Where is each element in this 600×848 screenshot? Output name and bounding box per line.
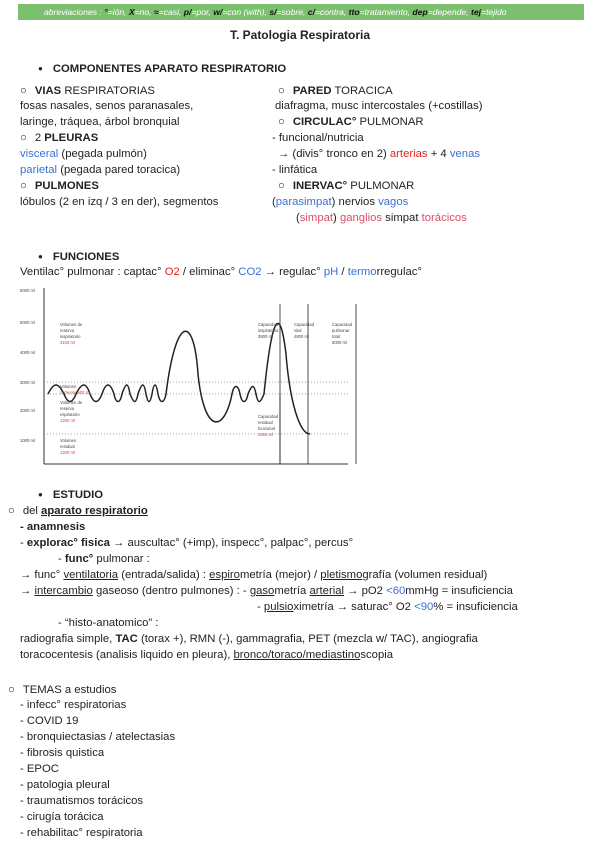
graph-label: 6000 ml: [332, 340, 347, 345]
abbr-key: p/: [183, 7, 192, 17]
tor-a: toracocentesis (analisis liquido en pleura),: [20, 649, 234, 661]
radiografia-line: [20, 632, 478, 646]
inervac-rest: PULMONAR: [347, 180, 415, 192]
abbr-key: s/: [269, 7, 277, 17]
abbr-key: tto: [348, 7, 360, 17]
graph-label: Capacidad: [258, 322, 279, 327]
list-item: - rehabilitac° respiratoria: [20, 827, 143, 839]
parietal-desc: (pegada pared toracica): [57, 164, 181, 176]
fn-ph: pH: [323, 266, 339, 278]
page-title: T. Patologia Respiratoria: [229, 28, 371, 42]
graph-label: Capacidad: [294, 322, 315, 327]
banner-prefix: abreviaciones :: [44, 7, 105, 17]
exploracion-line: [20, 536, 353, 550]
histo-line: - “histo-anatomico” :: [58, 617, 159, 629]
dash: -: [20, 537, 27, 549]
intercambio-line: [20, 584, 513, 598]
list-item: - cirugía torácica: [20, 811, 104, 823]
pared-rest: TORACICA: [331, 85, 393, 97]
tor-b: bronco/toraco/mediastino: [233, 649, 361, 661]
visceral-line: [20, 147, 147, 161]
nervios-text: ) nervios: [331, 196, 379, 208]
graph-label: 1200 ml: [60, 418, 75, 423]
abbr-value: =tejido: [480, 7, 507, 17]
graph-label: Capacidad: [332, 322, 353, 327]
vias-bold: VIAS: [34, 85, 62, 97]
abbr-value: =depende,: [427, 7, 471, 17]
int-c: gaseoso (dentro pulmones) : -: [92, 585, 250, 597]
pulmones-bold: PULMONES: [34, 180, 99, 192]
graph-label: Volumen de: [60, 400, 83, 405]
vent-g: grafía (volumen residual): [362, 569, 488, 581]
vias-rest: RESPIRATORIAS: [61, 85, 155, 97]
graph-label: inspiratoria: [258, 328, 279, 333]
abbr-value: =por,: [191, 7, 214, 17]
graph-label: total: [332, 334, 340, 339]
estudio-heading: ● ESTUDIO: [38, 488, 103, 503]
int-h: <60: [386, 585, 406, 597]
tor-c: scopia: [360, 649, 394, 661]
pleuras-bold: PLEURAS: [44, 132, 99, 144]
aparato-respiratorio: aparato respiratorio: [41, 505, 148, 517]
abbr-value: =tratamiento,: [359, 7, 413, 17]
int-e: metría: [274, 585, 310, 597]
funciones-line: [20, 265, 422, 279]
parasimpat-term: parasimpat: [275, 196, 332, 208]
ventilatoria-line: [20, 568, 487, 582]
pared-bold: PARED: [292, 85, 332, 97]
int-g: → pO2: [344, 585, 387, 597]
abbr-key: X: [128, 7, 135, 17]
list-item: - fibrosis quistica: [20, 747, 105, 759]
graph-label: vital: [294, 328, 302, 333]
graph-label: Volumen: [60, 438, 77, 443]
list-item: - EPOC: [20, 763, 59, 775]
pul-e: % = insuficiencia: [433, 601, 518, 613]
graph-label: inspiratorio: [60, 334, 81, 339]
y-label: 2000 ml: [20, 408, 35, 413]
graph-label: Capacidad: [258, 414, 279, 419]
visceral-term: visceral: [20, 148, 59, 160]
abbr-key: tej: [470, 7, 481, 17]
fn-regulac: → regulac°: [261, 266, 324, 278]
fn-ventilac: Ventilac° pulmonar : captac°: [20, 266, 165, 278]
exploracion-bold: explorac° fisica: [26, 537, 110, 549]
graph-label: 1200 ml: [60, 450, 75, 455]
abbr-value: =contra,: [314, 7, 349, 17]
graph-label: Volumen de: [60, 322, 83, 327]
estudio-del: [8, 504, 148, 518]
circulac-plus: + 4: [427, 148, 450, 160]
paren: (: [296, 212, 300, 224]
fn-slash: /: [338, 266, 348, 278]
abbr-value: =ión,: [107, 7, 129, 17]
pulmones-heading: [20, 179, 99, 193]
circulac-bold: CIRCULAC°: [292, 116, 357, 128]
fn-rregulac: rregulac°: [376, 266, 422, 278]
lung-volumes-graph: [18, 284, 378, 470]
rad-c: (torax +), RMN (-), gammagrafia, PET (mezcla w/ TAC), angiografia: [137, 633, 478, 645]
fn-o2: O2: [164, 266, 180, 278]
vagos-term: vagos: [378, 196, 409, 208]
pleuras-heading: [20, 131, 98, 145]
graph-label: reserva: [60, 328, 74, 333]
int-f: arterial: [309, 585, 345, 597]
pul-c: ximetría → saturac° O2: [293, 601, 415, 613]
graph-label: Volumen: [60, 384, 77, 389]
abbr-value: =con (with),: [222, 7, 270, 17]
vent-b: ventilatoria: [63, 569, 119, 581]
componentes-heading: ● COMPONENTES APARATO RESPIRATORIO: [38, 62, 286, 77]
ganglios-term: ganglios: [339, 212, 383, 224]
vias-line-1: fosas nasales, senos paranasales,: [20, 100, 194, 112]
graph-label: funcional: [258, 426, 275, 431]
abbr-key: ≈: [154, 7, 159, 17]
pul-d: <90: [414, 601, 434, 613]
int-b: intercambio: [34, 585, 93, 597]
pul-a: -: [257, 601, 264, 613]
visceral-desc: (pegada pulmón): [58, 148, 147, 160]
abbr-value: =casi,: [158, 7, 184, 17]
circulac-line-3: - linfática: [272, 164, 318, 176]
pared-line: diafragma, musc intercostales (+costillas): [275, 100, 483, 112]
list-item: - COVID 19: [20, 715, 79, 727]
circulac-heading: [278, 115, 424, 129]
vias-line-2: laringe, tráquea, árbol bronquial: [20, 116, 180, 128]
vent-c: (entrada/salida) :: [118, 569, 210, 581]
venas-term: venas: [449, 148, 481, 160]
circulac-line-2: [278, 147, 480, 161]
vent-d: espiro: [209, 569, 240, 581]
inervac-bold: INERVAC°: [292, 180, 348, 192]
vent-a: → func°: [20, 569, 64, 581]
abbr-key: w/: [213, 7, 223, 17]
simpat-term: simpat: [299, 212, 334, 224]
list-item: - bronquiectasias / atelectasias: [20, 731, 176, 743]
dash: -: [58, 553, 65, 565]
pul-b: pulsio: [263, 601, 294, 613]
graph-label: 4800 ml: [294, 334, 309, 339]
y-label: 1000 ml: [20, 438, 35, 443]
arterias-term: arterias: [389, 148, 428, 160]
del-text: del: [22, 505, 42, 517]
graph-label: residual: [258, 420, 273, 425]
parietal-term: parietal: [20, 164, 58, 176]
graph-label: residual: [60, 444, 75, 449]
inervac-line-1: [272, 195, 408, 209]
circulac-divis: → (divis° tronco en 2): [278, 148, 390, 160]
y-label: 4000 ml: [20, 350, 35, 355]
fn-co2: CO2: [238, 266, 262, 278]
abbr-key: °: [104, 7, 108, 17]
circulac-rest: PULMONAR: [356, 116, 424, 128]
simpat-text: simpat: [382, 212, 422, 224]
parietal-line: [20, 163, 180, 177]
list-item: - traumatismos torácicos: [20, 795, 144, 807]
abbr-key: c/: [307, 7, 315, 17]
funciones-heading: ● FUNCIONES: [38, 250, 119, 265]
abbreviations-banner: [18, 4, 584, 20]
graph-label: 3600 ml: [258, 334, 273, 339]
vent-f: pletismo: [320, 569, 363, 581]
circulac-line-1: - funcional/nutricia: [272, 132, 364, 144]
toracicos-term: torácicos: [421, 212, 467, 224]
func-pulmonar-line: [58, 552, 150, 566]
abbr-value: =sobre,: [276, 7, 308, 17]
graph-label: 2400 ml: [258, 432, 273, 437]
y-label: 3000 ml: [20, 380, 35, 385]
fn-termo: termo: [347, 266, 377, 278]
pleuras-num: 2: [34, 132, 45, 144]
graph-label: reserva: [60, 406, 74, 411]
temas-heading: ○ TEMAS a estudios: [8, 683, 116, 697]
pared-heading: [278, 84, 393, 98]
pulsioximetria-line: [257, 600, 518, 614]
anamnesis-line: - anamnesis: [20, 521, 86, 533]
vias-heading: [20, 84, 155, 98]
int-a: →: [20, 585, 35, 597]
graph-label: espiratorio: [60, 412, 80, 417]
paren: (: [272, 196, 276, 208]
pulmones-line: lóbulos (2 en izq / 3 en der), segmentos: [20, 196, 219, 208]
toracocentesis-line: [20, 648, 393, 662]
rad-b: TAC: [115, 633, 138, 645]
abbr-key: dep: [412, 7, 428, 17]
func-rest: pulmonar :: [93, 553, 150, 565]
inervac-heading: [278, 179, 414, 193]
int-i: mmHg = insuficiencia: [405, 585, 513, 597]
list-item: - patologia pleural: [20, 779, 110, 791]
paren-close: ): [333, 212, 340, 224]
graph-label: corriente 500 ml: [60, 390, 91, 395]
inervac-line-2: [296, 211, 467, 225]
func-bold: func°: [64, 553, 94, 565]
vent-e: metría (mejor) /: [239, 569, 321, 581]
graph-label: pulmonar: [332, 328, 350, 333]
y-label: 5000 ml: [20, 320, 35, 325]
y-label: 6000 ml: [20, 288, 35, 293]
list-item: - infecc° respiratorias: [20, 699, 127, 711]
graph-label: 3100 ml: [60, 340, 75, 345]
int-d: gaso: [249, 585, 275, 597]
abbr-value: =no,: [134, 7, 154, 17]
rad-a: radiografia simple,: [20, 633, 116, 645]
exploracion-rest: → auscultac° (+imp), inspecc°, palpac°, percus°: [109, 537, 354, 549]
fn-eliminac: / eliminac°: [179, 266, 239, 278]
